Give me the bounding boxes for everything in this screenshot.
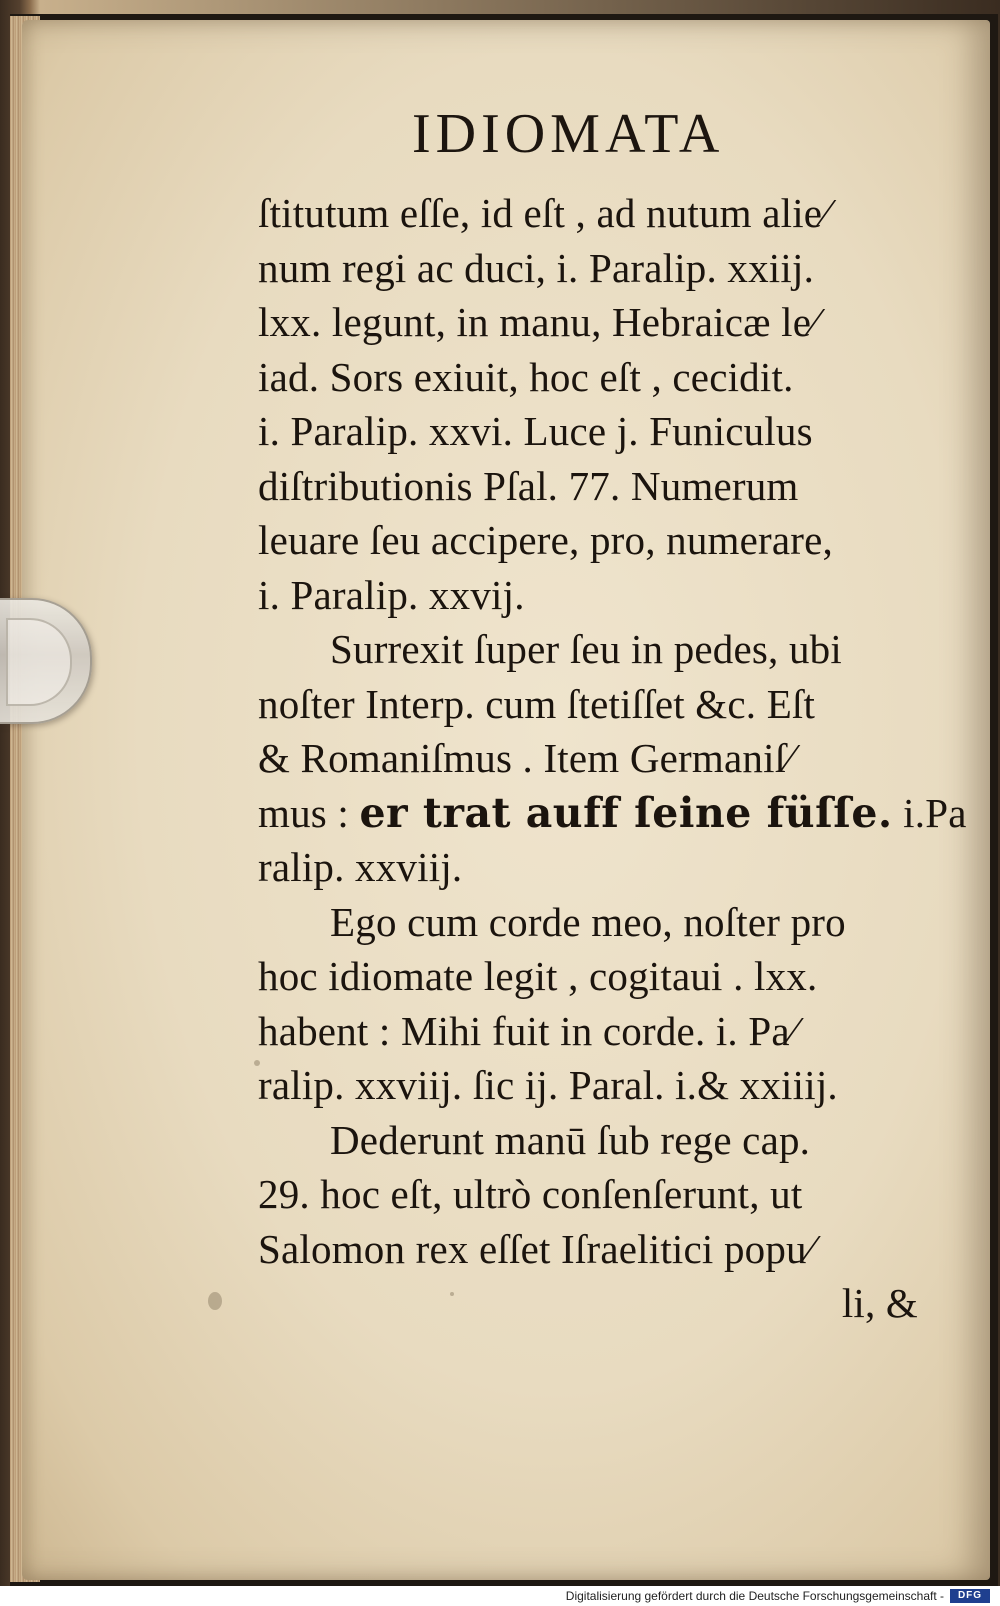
running-head: IDIOMATA	[412, 103, 725, 165]
text-line: ralip. xxviij.	[258, 844, 463, 890]
text-line: Surrexit ſuper ſeu in pedes, ubi	[330, 626, 842, 672]
text-line: 29. hoc eſt, ultrò conſenſerunt, ut	[258, 1171, 803, 1217]
dfg-logo: DFG	[950, 1589, 990, 1603]
text-line: noſter Interp. cum ſtetiſſet &c. Eſt	[258, 680, 816, 727]
text-line: Ego cum corde meo, noſter pro	[330, 898, 846, 945]
text-line: ralip. xxviij. ſic ij. Paral. i.& xxiiij.	[258, 1062, 838, 1108]
text-line: habent : Mihi fuit in corde. i. Pa⁄	[258, 1007, 797, 1054]
text-line: Dederunt manū ſub rege cap.	[330, 1116, 811, 1163]
text-line: i. Paralip. xxvij.	[258, 571, 525, 618]
body-text	[258, 186, 967, 1331]
page-clip-inner	[6, 618, 72, 706]
text-line: Salomon rex eſſet Iſraelitici popu⁄	[258, 1225, 814, 1272]
text-line-germanism	[258, 731, 938, 786]
text-line: lxx. legunt, in manu, Hebraicæ le⁄	[258, 299, 819, 345]
paper-speck	[208, 1292, 222, 1310]
gothic-phrase: er trat auff ſeine füſſe.	[359, 788, 893, 837]
text-segment: i.Pa	[892, 789, 967, 836]
text-line: i. Paralip. xxvi. Luce j. Funiculus	[258, 408, 813, 454]
footer-credit: Digitalisierung gefördert durch die Deutsche Forschungsgemeinschaft -	[565, 1589, 944, 1603]
text-line: leuare ſeu accipere, pro, numerare,	[258, 517, 833, 563]
catchword: li, &	[841, 1280, 918, 1326]
text-line: iad. Sors exiuit, hoc eſt , cecidit.	[258, 353, 794, 400]
text-lines-part-1	[258, 186, 938, 731]
text-line: num regi ac duci, i. Paralip. xxiij.	[258, 244, 815, 291]
text-line: diſtributionis Pſal. 77. Numerum	[258, 462, 799, 509]
text-segment: mus :	[258, 789, 360, 836]
text-line-gothic	[258, 786, 967, 841]
text-line: hoc idiomate legit , cogitaui . lxx.	[258, 953, 818, 999]
text-line-germanism-pre: & Romaniſmus . Item Germaniſ⁄	[258, 735, 794, 781]
footer-bar	[0, 1586, 1000, 1606]
text-line: ſtitutum eſſe, id eſt , ad nutum alie⁄	[258, 190, 830, 236]
text-lines-part-2	[258, 840, 938, 1276]
